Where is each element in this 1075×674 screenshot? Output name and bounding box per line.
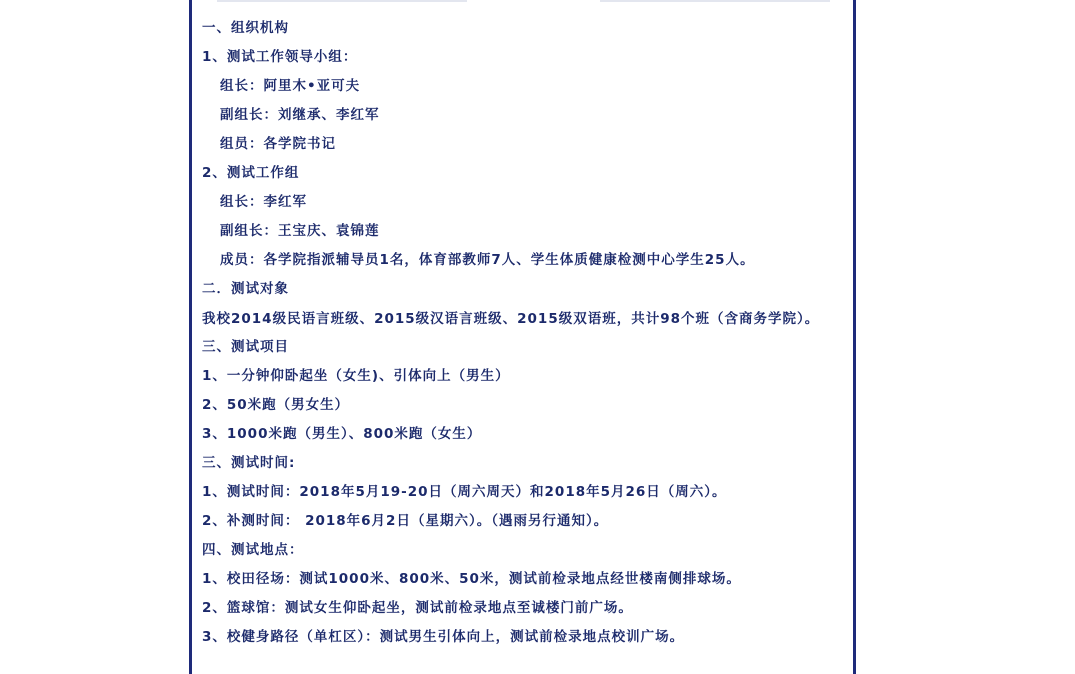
document-body xyxy=(202,14,848,652)
members-line: 组员：各学院书记 xyxy=(220,136,336,152)
work-group-deputy-line: 副组长：王宝庆、袁锦莲 xyxy=(220,223,380,239)
test-location-1: 1、校田径场：测试1000米、800米、50米，测试前检录地点经世楼南侧排球场。 xyxy=(202,571,741,587)
section-heading-test-location: 四、测试地点： xyxy=(202,542,304,558)
test-item-2: 2、50米跑（男女生） xyxy=(202,397,350,413)
subheading-leadership-group: 1、测试工作领导小组： xyxy=(202,49,358,65)
test-item-1: 1、一分钟仰卧起坐（女生)、引体向上（男生） xyxy=(202,368,510,384)
test-targets-paragraph: 我校2014级民语言班级、2015级汉语言班级、2015级双语班，共计98个班（含商务学院）。 xyxy=(202,311,820,327)
test-item-3: 3、1000米跑（男生）、800米跑（女生） xyxy=(202,426,482,442)
subheading-work-group: 2、测试工作组 xyxy=(202,165,300,181)
work-group-leader-line: 组长：李红军 xyxy=(220,194,307,210)
leader-line: 组长：阿里木•亚可夫 xyxy=(220,78,361,94)
test-location-2: 2、篮球馆：测试女生仰卧起坐，测试前检录地点至诚楼门前广场。 xyxy=(202,600,633,616)
test-time-1: 1、测试时间：2018年5月19-20日（周六周天）和2018年5月26日（周六）。 xyxy=(202,484,727,500)
work-group-members-line: 成员：各学院指派辅导员1名，体育部教师7人、学生体质健康检测中心学生25人。 xyxy=(220,252,755,268)
section-heading-test-items: 三、测试项目 xyxy=(202,339,289,355)
section-heading-organization: 一、组织机构 xyxy=(202,20,289,36)
deputy-leader-line: 副组长：刘继承、李红军 xyxy=(220,107,380,123)
test-location-3: 3、校健身路径（单杠区）：测试男生引体向上，测试前检录地点校训广场。 xyxy=(202,629,685,645)
section-heading-test-targets: 二．测试对象 xyxy=(202,281,289,297)
test-time-2: 2、补测时间： 2018年6月2日（星期六）。（遇雨另行通知）。 xyxy=(202,513,609,529)
section-heading-test-time: 三、测试时间: xyxy=(202,455,296,471)
